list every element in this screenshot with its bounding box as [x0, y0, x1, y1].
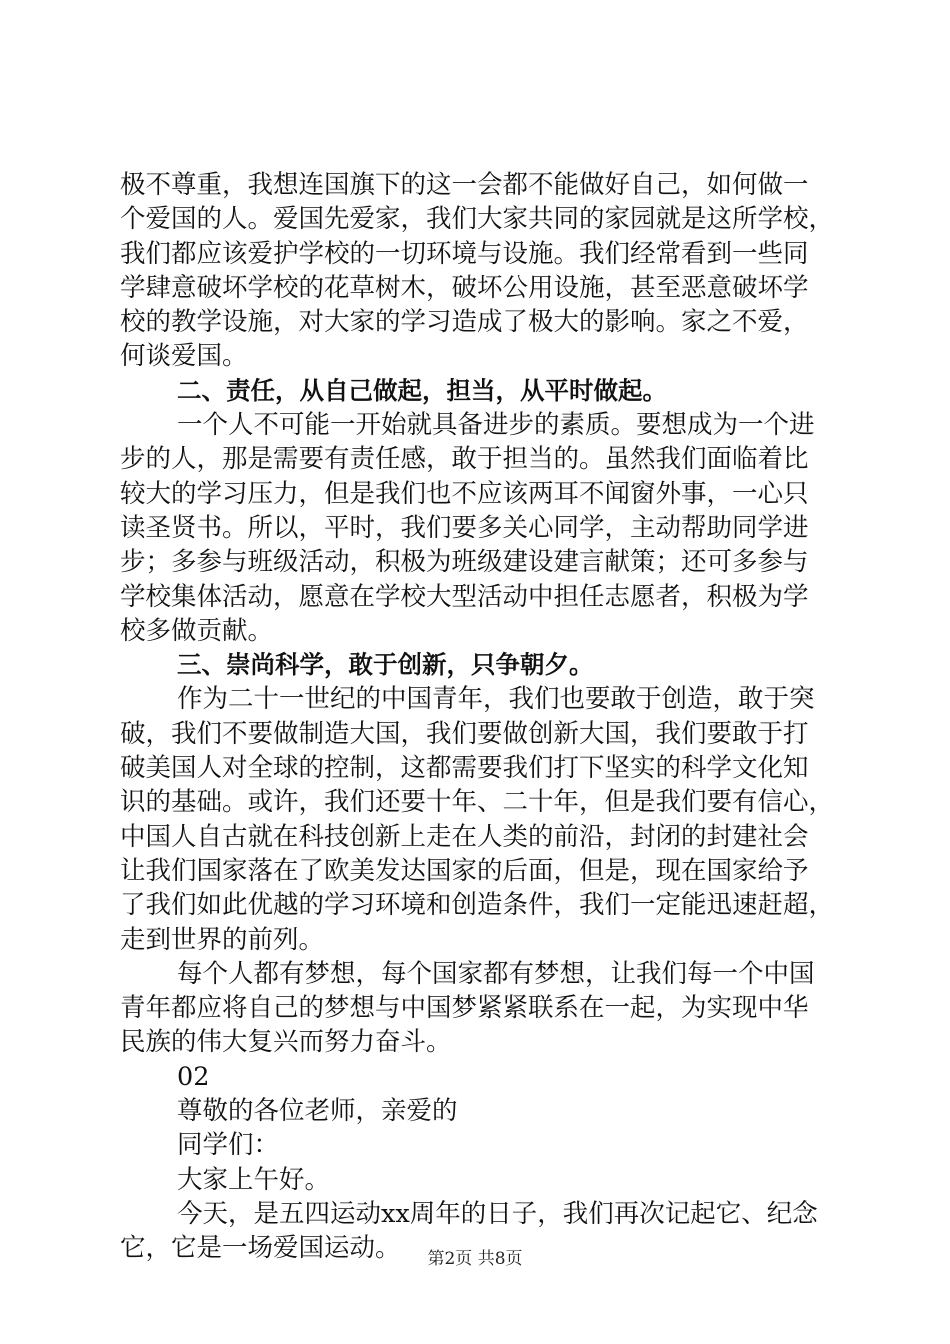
- text-line: 我们都应该爱护学校的一切环境与设施。我们经常看到一些同: [120, 238, 809, 269]
- text-line: 青年都应将自己的梦想与中国梦紧紧联系在一起，为实现中华: [120, 993, 809, 1024]
- text-line: 学校集体活动，愿意在学校大型活动中担任志愿者，积极为学: [120, 581, 809, 612]
- text-line: 民族的伟大复兴而努力奋斗。: [120, 1027, 452, 1058]
- text-line: 极不尊重，我想连国旗下的这一会都不能做好自己，如何做一: [120, 170, 809, 200]
- section-heading-responsibility: 二、责任，从自己做起，担当，从平时做起。: [177, 375, 667, 405]
- text-line: 个爱国的人。爱国先爱家，我们大家共同的家园就是这所学校，: [120, 204, 835, 235]
- text-line: 中国人自古就在科技创新上走在人类的前沿，封闭的封建社会: [120, 821, 809, 852]
- text-line: 一个人不可能一开始就具备进步的素质。要想成为一个进: [177, 410, 815, 441]
- paragraph-responsibility: [120, 408, 832, 648]
- text-line: 步；多参与班级活动，积极为班级建设建言献策；还可多参与: [120, 547, 809, 578]
- text-line: 学肆意破坏学校的花草树木，破坏公用设施，甚至恶意破坏学: [120, 272, 809, 303]
- text-line: 让我们国家落在了欧美发达国家的后面，但是，现在国家给予: [120, 855, 809, 886]
- paragraph-dream: [120, 957, 832, 1060]
- text-line: 破美国人对全球的控制，这都需要我们打下坚实的科学文化知: [120, 753, 809, 784]
- text-line: 作为二十一世纪的中国青年，我们也要敢于创造，敢于突: [177, 684, 815, 715]
- text-line: 校的教学设施，对大家的学习造成了极大的影响。家之不爱，: [120, 307, 809, 338]
- text-line: 何谈爱国。: [120, 341, 248, 372]
- text-line: 今天，是五四运动xx周年的日子，我们再次记起它、纪念: [177, 1198, 818, 1229]
- greeting-line: 大家上午好。: [177, 1164, 331, 1195]
- text-line: 它，它是一场爱国运动。: [120, 1233, 401, 1264]
- text-line: 较大的学习压力，但是我们也不应该两耳不闻窗外事，一心只: [120, 478, 809, 509]
- paragraph-patriotism: [120, 168, 835, 374]
- text-line: 识的基础。或许，我们还要十年、二十年，但是我们要有信心，: [120, 787, 835, 818]
- text-line: 每个人都有梦想，每个国家都有梦想，让我们每一个中国: [177, 958, 815, 989]
- document-body: [120, 168, 835, 1266]
- text-line: 读圣贤书。所以，平时，我们要多关心同学，主动帮助同学进: [120, 512, 809, 543]
- text-line: 破，我们不要做制造大国，我们要做创新大国，我们要敢于打: [120, 718, 809, 749]
- text-line: 了我们如此优越的学习环境和创造条件，我们一定能迅速赶超，: [120, 890, 835, 921]
- greeting-line: 同学们：: [177, 1130, 280, 1161]
- section-heading-science: 三、崇尚科学，敢于创新，只争朝夕。: [177, 650, 594, 680]
- page-footer: 第2页 共8页: [427, 1249, 523, 1269]
- section-number: 02: [177, 1061, 210, 1092]
- greeting-line: 尊敬的各位老师，亲爱的: [177, 1096, 458, 1127]
- text-line: 步的人，那是需要有责任感，敢于担当的。虽然我们面临着比: [120, 444, 809, 475]
- text-line: 校多做贡献。: [120, 615, 274, 646]
- text-line: 走到世界的前列。: [120, 924, 325, 955]
- paragraph-innovation: [120, 682, 835, 956]
